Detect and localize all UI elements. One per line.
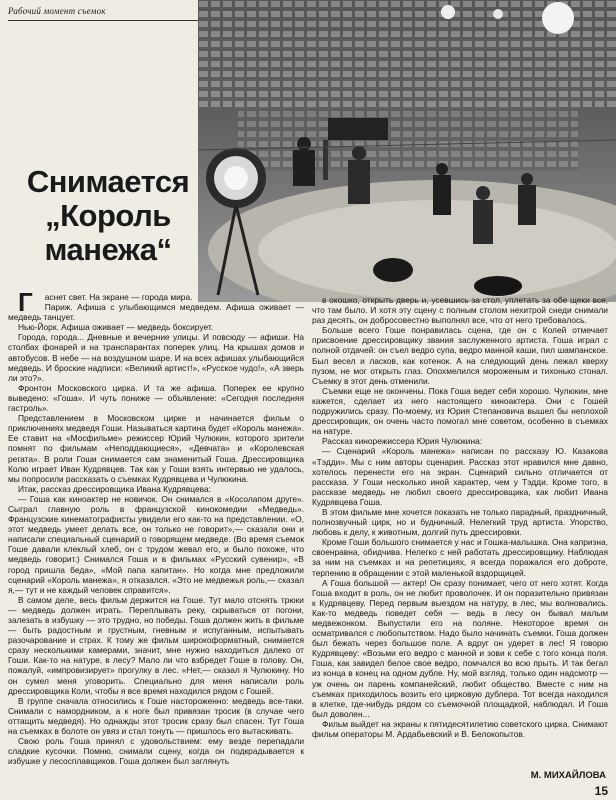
paragraph: В группе сначала относились к Гоше настороженно: медведь все-таки. Снимали с намордником, а к ноге был привязан тросик (в случае чего оттащить медведя). Но однажды этот тросик сразу был спасен. Тут Гоша на съемках в болоте он увяз и стал тонуть — пришлось его вытаскивать.	[8, 695, 304, 737]
paragraph: Больше всего Гоше понравилась сцена, где он с Колей отмечает присвоение дрессировщику звания заслуженного артиста. Гоша играл с полной отдачей: он съел ведро супа, ведро манной каши, пил шампанское. Был весел и ласков, как котенок. А на следующий день лежал кверху пузом, не мог открыть глаз. Опохмелился мороженым и тихонько стонал. Съемку в этот день отменили.	[312, 325, 608, 386]
paragraph: Рассказ кинорежиссера Юрия Чулюкина:	[322, 436, 483, 447]
author-signature: М. МИХАЙЛОВА	[530, 770, 606, 781]
paragraph: Фронтон Московского цирка. И та же афиша. Поперек ее крупно выведено: «Гоша». И чуть пониже — объявление: «Сегодня последняя гастроль».	[8, 382, 304, 414]
paragraph: Представлением в Московском цирке и начинается фильм о приключениях медведя Гоши. Называться картина будет «Король манежа». Ее ставит на «Мосфильме» режиссер Юрий Чулюкин, которого зрители помнят по фильмам «Неподдающиеся», «Девчата» и «Королевская регата». В роли Гоши снимается сам знаменитый Гоша. Дрессировщика Колю играет Иван Кудрявцев. Так как у Гоши взять интервью не удалось, мы попросили рассказать о съемках Кудрявцева и Чулюкина.	[8, 413, 304, 484]
article-title	[18, 165, 198, 267]
paragraph: А Гоша большой — актер! Он сразу понимает, чего от него хотят. Когда Гоша входит в роль, он не любит проволочек. И он поразительно привязан к Кудрявцеву. Перед первым выездом на натуру, в лес, мы волновались. Как-то медведь поведет себя — ведь в лесу он бывал малым медвежонком. Выпустили его на поляне. Некоторое время он осматривался с любопытством. Надо было начинать съемки. Гоша должен был бежать через большое поле. А вдруг он удерет в лес! Я говорю Кудрявцеву: «Возьми его ведро с манной и зови к себе с того конца поля. Гоша, как завидел белое свое ведро, помчался во всю прыть. И так бегал из конца в конец на одном дубле. Ну, мой взгляд, только один надсмотр — уж очень он парень компанейский, любит общество. Вместе с ним на съемках приходилось возить его цирковую дублера. Тот всегда находился в клетке, где-нибудь рядом со съемочной площадкой, наблюдал. И Гоша был доволен...	[312, 577, 608, 719]
paragraph: Кроме Гоши большого снимается у нас и Гошка-малышка. Она капризна, своенравна, обидчива. Нелегко с ней работать дрессировщику. Наблюдая за ним на съемках и на репетициях, я всегда поражался его доброте, терпению в обращении с этой маленькой вздорщицей.	[312, 537, 608, 578]
paragraph: В этом фильме мне хочется показать не только парадный, праздничный, полнозвучный цирк, но и будничный. Нелегкий труд артиста. Упорство, любовь к делу, к животным, долгий путь дрессировки.	[312, 506, 608, 538]
article-column-right	[312, 295, 608, 739]
paragraph: — Гоша как кинoактер не новичок. Он снимался в «Косолапом друге». Сыграл главную роль в французской кинокомедии «Медведь». Французские кинематографисты увидели его как-то на представлении. «О, этот медведь умеет делать все, он только не говорит»,— сказали они и написали специальный сценарий о говорящем медведе. (Во время съемок Гоше давали клеклый хлеб, он с трудом жевал его, и было похоже, что медведь говорит.) Снимался Гоша и в фильмах «Русский сувенир», «В город пришла беда», «Мой папа капитан». Но когда мне предложили сценарий «Король манежа», я отказался. «Это не медвежья роль,— сказал я,— тут и не каждый человек справится».	[8, 493, 304, 595]
page-number: 15	[594, 784, 608, 798]
paragraph: Париж. Афиша с улыбающимся медведем. Афиша оживает — медведь танцует.	[8, 302, 304, 323]
paragraph: В самом деле, весь фильм держится на Гоше. Тут мало отснять трюки — медведь должен играть. Переплывать реку, скрываться от погони, залезать в избушку — это трудно, но победы. Гоша должен жить в фильме — быть радостным и грустным, гневным и испуганным, испытывать разочарование и страх. К тому же фильм широкоформатный, снимается сразу несколькими камерами, значит, мне нужно находиться далеко от Гоши. Как-то на натуре, в лесу? Мало ли что взбредет Гоше в голову. Он, пожалуй, «импровизирует» прогулку в лес. «Нет,— сказал я Чулюкину. Но он сумел меня уговорить. Специально для меня написали роль дрессировщика Коли, чтобы я все время находился рядом с Гошей.	[8, 594, 304, 696]
paragraph: Нью-Йорк. Афиша оживает — медведь боксирует.	[18, 322, 214, 333]
paragraph: Свою роль Гоша принял с удовольствием: ему везде перепадали сладкие кусочки. Помню, снимали сцену, когда он подкрадывается к избушке у лесосплавщиков. Гоша должен был заглянуть	[8, 736, 304, 767]
article-column-left	[8, 287, 304, 767]
title-line-2: „Король	[45, 198, 171, 233]
paragraph: Фильм выйдет на экраны к пятидесятилетию советского цирка. Снимают фильм операторы М. Ардабьевский и В. Белокопытов.	[312, 718, 608, 740]
header-divider	[8, 20, 206, 21]
film-set-photo	[198, 0, 616, 302]
paragraph: Итак, рассказ дрессировщика Ивана Кудрявцева:	[18, 483, 211, 494]
paragraph: Города, города... Дневные и вечерние улицы. И повсюду — афиши. На столбах фонарей и на транспарантах поперек улиц. На крышах домов и автобусов. В небе — на воздушном шаре. И на всех афишах улыбающийся медведь. И броские надписи: «Великий артист!», «Русское чудо!», «А зверь ли это?».	[8, 332, 304, 383]
title-line-1: Снимается	[26, 164, 190, 199]
paragraph: Гаснет свет. На экране — города мира.	[18, 287, 193, 317]
paragraph: — Сценарий «Король манежа» написан по рассказу Ю. Казакова «Тэдди». Мы с ним авторы сценария. Рассказ этот нравился мне давно, хотелось перенести его на экран. Сценарий сильно отличается от рассказа. У Гоши несколько иной характер, чем у Тэдди. Кроме того, в рассказе медведь не любил своего дрессировщика, как любит Ивана Кудрявцева Гоша.	[312, 446, 608, 507]
title-line-3: манежа“	[44, 232, 172, 267]
paragraph: Съемки еще не окончены. Пока Гоша ведет себя хорошо. Чулюкин, мне кажется, сделает из него настоящего кинoактера. Они с Гошей подружились сразу. По-моему, из Юрия Степановича вышел бы неплохой дрессировщик, он очень часто помогал мне советом, особенно в съемках на натуре.	[312, 385, 608, 437]
paragraph: в окошко, открыть дверь и, усевшись за стол, уплетать за обе щеки все, что там было. И хотя эту сцену с полным столом нехитрой снеди снимали раз десять, он добросовестно выполнял все, что от него требовалось.	[312, 295, 608, 326]
section-header: Рабочий момент съемок	[8, 6, 106, 16]
